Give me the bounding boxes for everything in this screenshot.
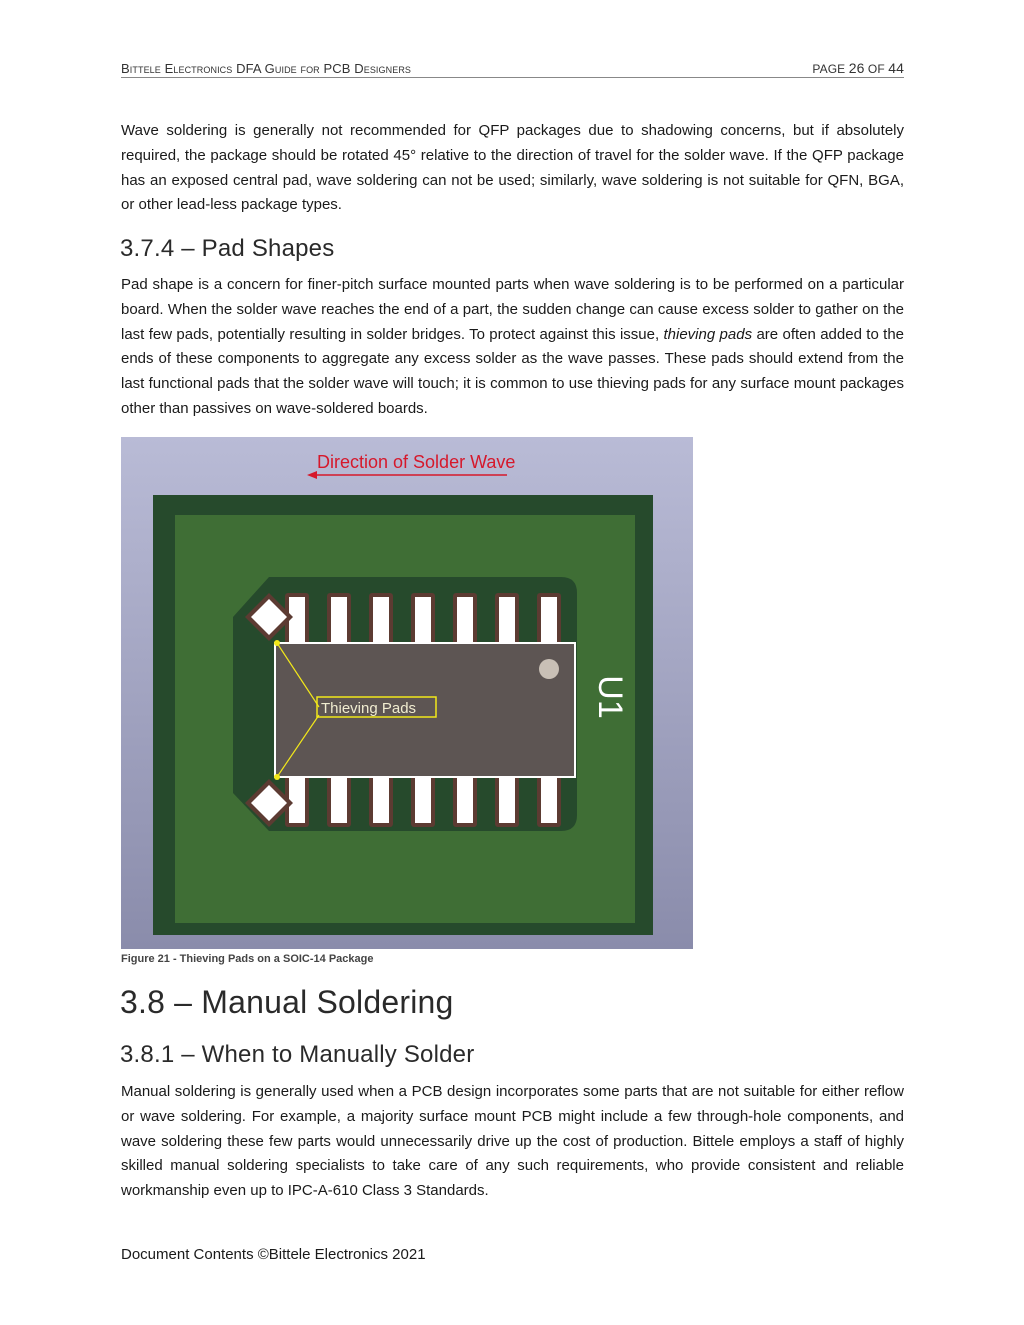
page-footer: Document Contents ©Bittele Electronics 2021 (121, 1246, 426, 1263)
manual-soldering-paragraph: Manual soldering is generally used when a PCB design incorporates some parts that are not suitable for either reflow or wave soldering. For example, a majority surface mount PCB might include a few through-hole components, and wave soldering these few parts would unnecessarily drive up the cost of production. Bittele employs a staff of highly skilled manual soldering specialists to take care of any such requirements, who provide consistent and reliable workmanship even up to IPC-A-610 Class 3 Standards. (121, 1083, 904, 1200)
pcb-render (121, 437, 693, 949)
page-of: OF (867, 62, 885, 76)
page-prefix: PAGE (812, 62, 846, 76)
page-header (121, 60, 904, 78)
section-heading-pad-shapes: 3.7.4 – Pad Shapes (120, 235, 335, 262)
callout-label: Thieving Pads (321, 700, 417, 717)
page-number: 26 (848, 60, 865, 76)
header-title: Bittele Electronics DFA Guide for PCB Designers (121, 61, 412, 76)
designator-label: U1 (591, 675, 629, 719)
ic-body (275, 643, 575, 777)
header-page-counter (812, 60, 904, 76)
figure-thieving-pads (121, 437, 693, 949)
section-heading-when-to-solder: 3.8.1 – When to Manually Solder (120, 1041, 475, 1068)
pad-shapes-text-1: Pad shape is a concern for finer-pitch surface mounted parts when wave soldering is to be performed on a particular board. When the solder wave reaches the end of a part, the sudden change can cause excess solder to gather on the last few pads, potentially resulting in solder bridges. To protect against this issue, (121, 276, 904, 343)
pin1-marker (539, 659, 559, 679)
intro-paragraph: Wave soldering is generally not recommended for QFP packages due to shadowing concerns, but if absolutely required, the package should be rotated 45° relative to the direction of travel for the solder wave. If the QFP package has an exposed central pad, wave soldering can not be used; similarly, wave soldering is not suitable for QFN, BGA, or other lead-less package types. (121, 122, 904, 214)
page-total: 44 (888, 60, 904, 76)
thieving-pads-term: thieving pads (663, 325, 753, 343)
figure-caption: Figure 21 - Thieving Pads on a SOIC-14 Package (121, 953, 374, 965)
pad-shapes-text-2: are often added to the ends of these components to aggregate any excess solder as the wave passes. These pads should extend from the last functional pads that the solder wave will touch; it is common to use thieving pads for any surface mount packages other than passives on wave-soldered boards. (121, 325, 904, 417)
pad-shapes-paragraph (121, 273, 904, 422)
section-heading-manual-soldering: 3.8 – Manual Soldering (120, 984, 454, 1020)
wave-direction-label: Direction of Solder Wave (317, 452, 516, 472)
